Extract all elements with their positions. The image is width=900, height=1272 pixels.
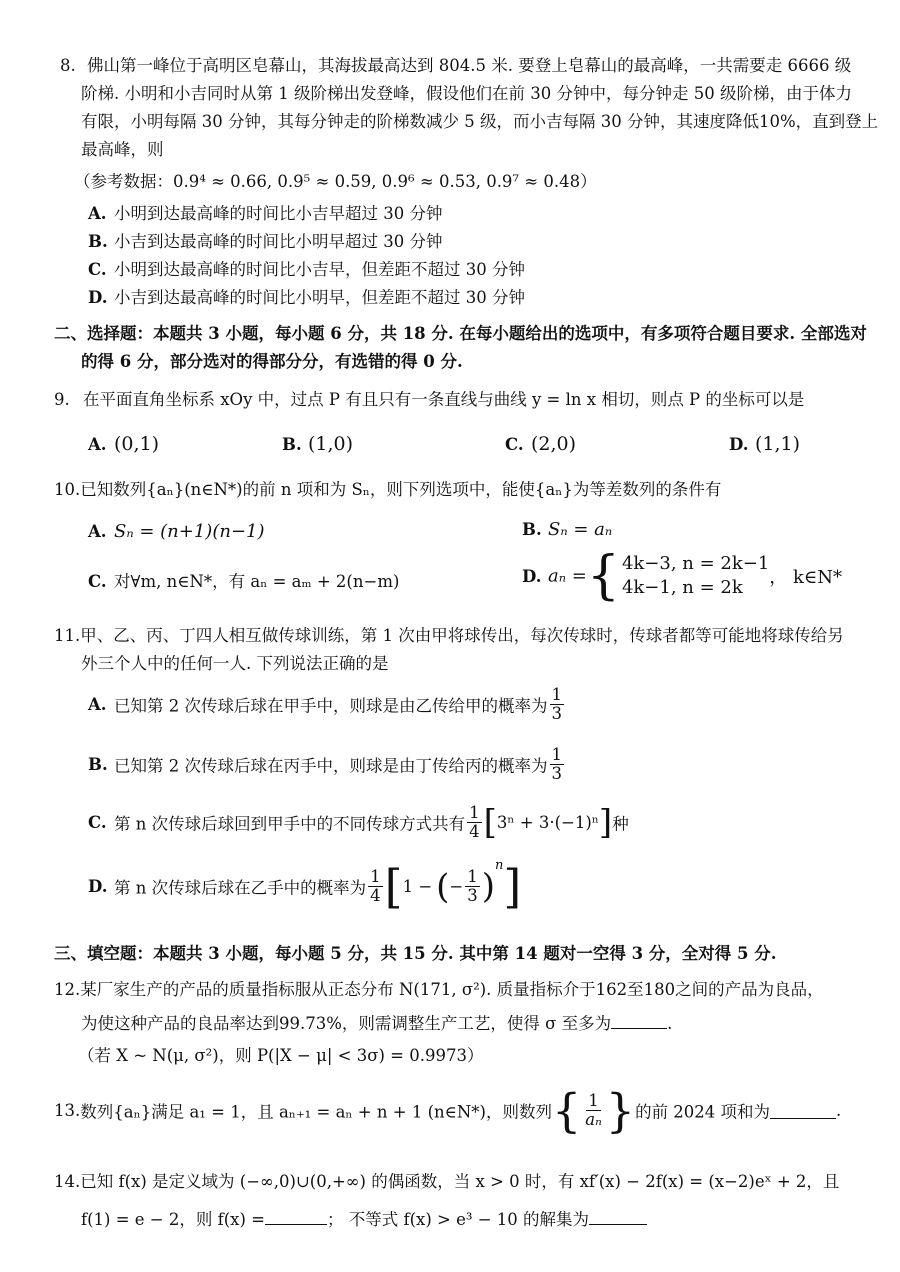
q11-option-d-fraction <box>368 868 383 905</box>
q10-option-c-text: 对∀m, n∈N*，有 aₙ = aₘ + 2(n−m) <box>114 572 400 591</box>
section3-heading: 三、填空题：本题共 3 小题，每小题 5 分，共 15 分. 其中第 14 题对一空得 3 分，全对得 5 分. <box>54 944 777 963</box>
q11-option-d-exponent: n <box>495 858 504 873</box>
q9-option-c-letter: C. <box>505 435 524 454</box>
q10-option-d-piecewise <box>586 546 770 606</box>
fraction-numerator: 1 <box>588 1091 599 1110</box>
q9-option-b-letter: B. <box>282 435 302 454</box>
q14-text-2b: ； 不等式 f(x) > e³ − 10 的解集为 <box>326 1210 590 1229</box>
q14-answer-blank-1[interactable] <box>265 1208 327 1225</box>
q11-option-d <box>88 858 522 914</box>
q11-option-d-letter: D. <box>88 877 108 896</box>
q11-option-c-expression: 3ⁿ + 3·(−1)ⁿ <box>496 813 599 832</box>
q9-stem <box>54 388 804 412</box>
q11-option-b <box>88 746 566 783</box>
fraction-numerator: 1 <box>370 867 381 886</box>
q9-option-d-text: (1,1) <box>755 433 801 455</box>
left-bracket-icon: [ <box>384 859 403 914</box>
q10-option-a-text: Sₙ = (n+1)(n−1) <box>114 521 265 542</box>
q11-text-1: 甲、乙、丙、丁四人相互做传球训练，第 1 次由甲将球传出，每次传球时，传球者都等可能地将球传给另 <box>80 626 844 645</box>
q11-option-c <box>88 804 629 841</box>
q9-number: 9. <box>54 390 70 409</box>
q8-option-b <box>88 230 443 254</box>
right-bracket-icon: ] <box>598 802 613 843</box>
q13-fraction <box>583 1092 604 1129</box>
q9-option-d-letter: D. <box>729 435 749 454</box>
q10-option-b <box>522 518 612 542</box>
q13-text-post: 的前 2024 项和为 <box>635 1102 771 1122</box>
q13-stem <box>54 1083 842 1138</box>
right-paren-icon: ) <box>481 866 496 907</box>
q8-option-d-text: 小吉到达最高峰的时间比小明早，但差距不超过 30 分钟 <box>114 288 525 307</box>
q11-option-a-text: 已知第 2 次传球后球在甲手中，则球是由乙传给甲的概率为 <box>114 696 548 716</box>
section2-heading: 二、选择题：本题共 3 小题，每小题 6 分，共 18 分. 在每小题给出的选项中，有多项符合题目要求. 全部选对 <box>54 324 867 343</box>
q9-option-d <box>729 432 800 457</box>
q8-option-c-letter: C. <box>88 260 107 279</box>
q12-number: 12. <box>54 980 81 999</box>
q8-option-b-letter: B. <box>88 232 108 251</box>
q10-option-b-text: Sₙ = aₙ <box>548 519 613 540</box>
q12-hint: （若 X ~ N(μ, σ²)，则 P(|X − μ| < 3σ) = 0.9973） <box>78 1046 484 1065</box>
q10-option-d-letter: D. <box>522 566 542 586</box>
q14-text-2a: f(1) = e − 2，则 f(x) = <box>81 1210 265 1229</box>
q11-option-b-letter: B. <box>88 755 108 774</box>
q9-option-b-text: (1,0) <box>308 433 354 455</box>
q10-option-d-tail: ， k∈N* <box>769 567 842 588</box>
q9-option-a-text: (0,1) <box>114 433 160 455</box>
fraction-numerator: 1 <box>551 745 562 764</box>
q11-option-a-letter: A. <box>88 695 107 714</box>
q10-option-c-letter: C. <box>88 572 107 591</box>
q14-number: 14. <box>54 1172 81 1191</box>
q10-option-a-letter: A. <box>88 522 107 541</box>
q11-text-2: 外三个人中的任何一人. 下列说法正确的是 <box>81 654 389 673</box>
left-paren-icon: ( <box>436 866 450 907</box>
q11-option-a <box>88 686 566 723</box>
right-bracket-icon: ] <box>503 859 522 914</box>
fraction-denominator: 3 <box>551 764 562 783</box>
q8-text-4: 最高峰，则 <box>81 140 164 159</box>
q14-answer-blank-2[interactable] <box>589 1208 647 1225</box>
q11-option-d-text: 第 n 次传球后球在乙手中的概率为 <box>114 878 367 898</box>
section2-heading-cont: 的得 6 分，部分选对的得部分分，有选错的得 0 分. <box>81 352 463 371</box>
q10-option-d-case-2: 4k−1, n = 2k <box>621 577 743 598</box>
q8-option-d <box>88 286 525 310</box>
q12-line-1 <box>54 978 824 1002</box>
q8-number: 8. <box>60 56 76 75</box>
q12-text-1: 某厂家生产的产品的质量指标服从正态分布 N(171, σ²). 质量指标介于162至180之间的产品为良品， <box>80 980 824 999</box>
fraction-denominator: aₙ <box>585 1110 602 1129</box>
q8-option-a-letter: A. <box>88 204 107 223</box>
q13-text-pre: 数列{aₙ}满足 a₁ = 1，且 aₙ₊₁ = aₙ + n + 1 (n∈N*)，则数列 <box>80 1102 552 1122</box>
q12-period: . <box>667 1014 673 1033</box>
q14-text-1: 已知 f(x) 是定义域为 (−∞,0)∪(0,+∞) 的偶函数，当 x > 0 时，有 xf′(x) − 2f(x) = (x−2)eˣ + 2，且 <box>80 1172 840 1191</box>
q12-line-2 <box>81 1012 672 1036</box>
q8-option-c <box>88 258 525 282</box>
right-brace-icon: } <box>605 1083 636 1138</box>
q11-option-b-text: 已知第 2 次传球后球在丙手中，则球是由丁传给丙的概率为 <box>114 756 548 776</box>
q10-option-c <box>88 570 399 594</box>
q8-text-1: 佛山第一峰位于高明区皂幕山，其海拔最高达到 804.5 米. 要登上皂幕山的最高峰，一共需要走 6666 级 <box>87 56 852 75</box>
q11-option-b-fraction <box>550 746 565 783</box>
fraction-numerator: 1 <box>467 867 478 886</box>
minus-sign: − <box>449 877 464 896</box>
q11-option-c-tail: 种 <box>612 814 629 834</box>
q9-option-c <box>505 432 576 457</box>
q11-option-d-inner-fraction <box>465 868 480 905</box>
q12-text-2: 为使这种产品的良品率达到99.73%，则需调整生产工艺，使得 σ 至多为 <box>81 1014 612 1033</box>
q9-option-a-letter: A. <box>88 435 107 454</box>
q8-text-3: 有限，小明每隔 30 分钟，其每分钟走的阶梯数减少 5 级，而小吉每隔 30 分钟，其速度降低10%，直到登上 <box>81 112 879 131</box>
q11-number: 11. <box>54 626 81 645</box>
q8-text-2: 阶梯. 小明和小吉同时从第 1 级阶梯出发登峰，假设他们在前 30 分钟中，每分钟走 50 级阶梯，由于体力 <box>81 84 852 103</box>
q11-line-1 <box>54 624 844 648</box>
q10-option-d-lhs: aₙ = <box>548 565 587 587</box>
q10-number: 10. <box>54 480 81 499</box>
q8-option-c-text: 小明到达最高峰的时间比小吉早，但差距不超过 30 分钟 <box>114 260 525 279</box>
q10-option-d-case-1: 4k−3, n = 2k−1 <box>621 553 770 574</box>
fraction-denominator: 3 <box>467 886 478 905</box>
q9-option-a <box>88 432 159 457</box>
q11-option-d-expression: 1 − <box>402 877 433 896</box>
q12-answer-blank[interactable] <box>611 1012 667 1029</box>
left-bracket-icon: [ <box>483 802 497 843</box>
q13-number: 13. <box>54 1101 81 1120</box>
q13-answer-blank[interactable] <box>770 1102 836 1119</box>
fraction-denominator: 3 <box>551 704 562 723</box>
q10-option-b-letter: B. <box>522 520 542 539</box>
q8-reference-data: （参考数据：0.9⁴ ≈ 0.66, 0.9⁵ ≈ 0.59, 0.9⁶ ≈ 0.53, 0.9⁷ ≈ 0.48） <box>74 172 597 191</box>
q10-stem <box>54 478 721 502</box>
fraction-denominator: 4 <box>370 886 381 905</box>
q9-text: 在平面直角坐标系 xOy 中，过点 P 有且只有一条直线与曲线 y = ln x 相切，则点 P 的坐标可以是 <box>83 390 805 409</box>
q14-line-2 <box>81 1208 647 1232</box>
q11-option-c-fraction <box>467 804 482 841</box>
q8-option-a <box>88 202 443 226</box>
q8-option-d-letter: D. <box>88 288 108 307</box>
q10-option-d <box>522 546 842 606</box>
q14-line-1 <box>54 1170 839 1194</box>
fraction-numerator: 1 <box>551 685 562 704</box>
q9-option-c-text: (2,0) <box>531 433 577 455</box>
left-brace-icon: { <box>586 546 620 606</box>
q8-line-1 <box>60 54 851 78</box>
q8-option-b-text: 小吉到达最高峰的时间比小明早超过 30 分钟 <box>114 232 443 251</box>
q11-option-c-letter: C. <box>88 813 107 832</box>
left-brace-icon: { <box>551 1083 582 1138</box>
q13-period: . <box>836 1101 842 1120</box>
q9-option-b <box>282 432 353 457</box>
fraction-denominator: 4 <box>469 822 480 841</box>
q11-option-a-fraction <box>550 686 565 723</box>
q8-option-a-text: 小明到达最高峰的时间比小吉早超过 30 分钟 <box>114 204 443 223</box>
q11-option-c-text: 第 n 次传球后球回到甲手中的不同传球方式共有 <box>114 814 466 834</box>
q10-text: 已知数列{aₙ}(n∈N*)的前 n 项和为 Sₙ，则下列选项中，能使{aₙ}为等差数列的条件有 <box>80 480 722 499</box>
q10-option-a <box>88 520 265 544</box>
fraction-numerator: 1 <box>469 803 480 822</box>
